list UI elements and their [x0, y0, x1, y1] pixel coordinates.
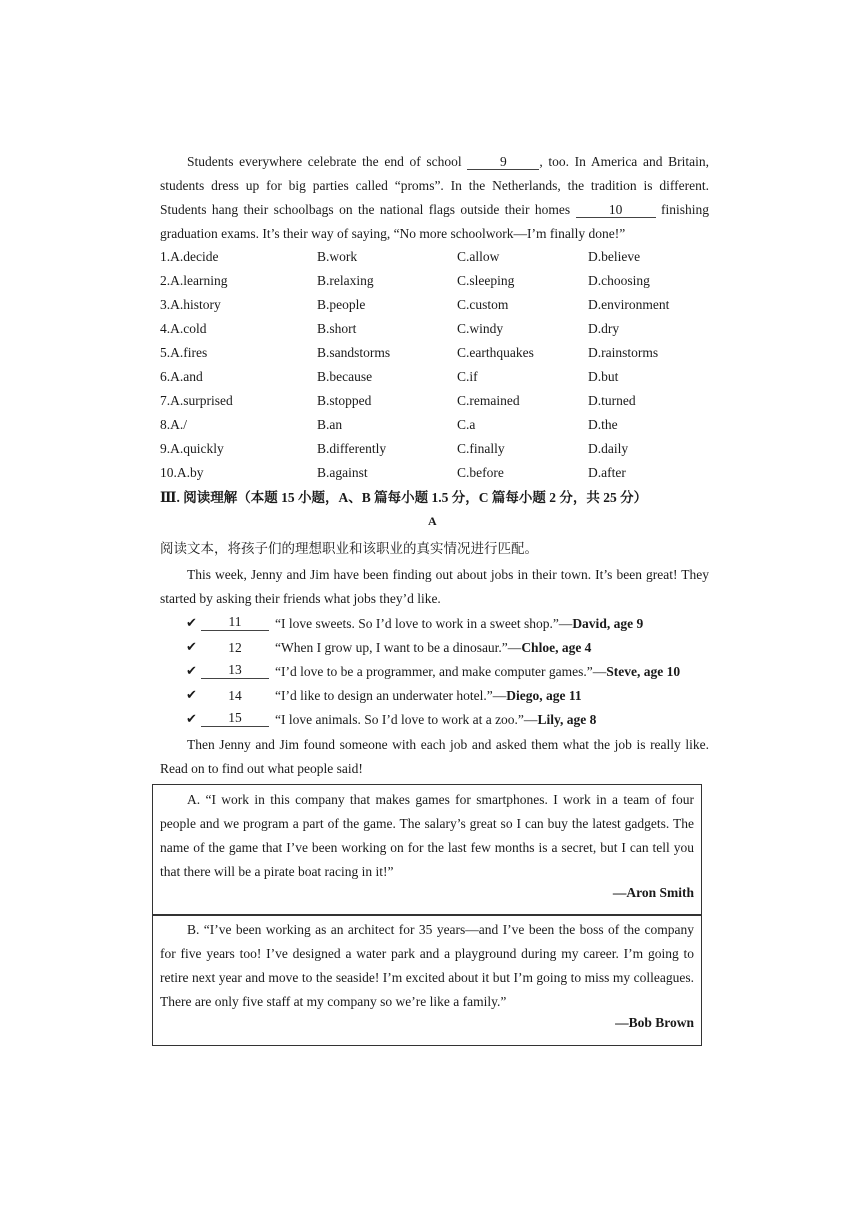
- option-row: [160, 439, 720, 459]
- option-a: 1.A.decide: [160, 249, 219, 264]
- option-d: D.turned: [588, 393, 636, 408]
- answer-blank: 15: [201, 710, 269, 727]
- option-b: B.an: [317, 417, 343, 432]
- option-d: D.environment: [588, 297, 670, 312]
- option-b: B.stopped: [317, 393, 372, 408]
- option-d: D.after: [588, 465, 626, 480]
- option-row: [160, 391, 720, 411]
- check-icon: ✔: [186, 616, 197, 631]
- option-a: 10.A.by: [160, 465, 204, 480]
- option-d: D.but: [588, 369, 619, 384]
- option-a: 6.A.and: [160, 369, 203, 384]
- check-icon: ✔: [186, 688, 197, 703]
- question-quote: “I love animals. So I’d love to work at a zoo.”—: [275, 712, 538, 727]
- option-d: D.believe: [588, 249, 641, 264]
- testimonial-text-b: B. “I’ve been working as an architect for 35 years—and I’ve been the boss of the company for five years too! I’ve designed a water park and a playground during my career. I’m going to retire next year and move to the seaside! I’m excited about it but I’m going to miss my colleagues. There are only five staff at my company so we’re like a family.”: [160, 922, 694, 1009]
- section-title-part: 篇每小题: [370, 490, 432, 505]
- option-c: C.before: [457, 465, 504, 480]
- option-b: B.sandstorms: [317, 345, 391, 360]
- option-row: [160, 367, 720, 387]
- option-c: C.remained: [457, 393, 520, 408]
- testimonial-box-b: [152, 914, 702, 1046]
- option-row: [160, 247, 720, 267]
- section-title-part: 分）: [616, 490, 648, 505]
- section-heading: [160, 488, 647, 508]
- option-a: 7.A.surprised: [160, 393, 233, 408]
- testimonial-text-a: A. “I work in this company that makes games for smartphones. I work in a team of four people and we program a part of the game. The salary’s great so I can buy the latest gadgets. The name of the game that I’ve been working on for the last few months is a secret, but I can tell you that there will be a pirate boat racing in it!”: [160, 792, 694, 879]
- section-score-c: 2: [549, 490, 556, 505]
- check-icon: ✔: [186, 664, 197, 679]
- check-icon: ✔: [186, 640, 197, 655]
- option-b: B.work: [317, 249, 358, 264]
- question-quote: “I love sweets. So I’d love to work in a sweet shop.”—: [275, 616, 573, 631]
- option-d: D.daily: [588, 441, 629, 456]
- section-score-ab: 1.5: [431, 490, 449, 505]
- option-b: B.short: [317, 321, 357, 336]
- question-speaker: Diego, age 11: [506, 688, 582, 703]
- answer-blank: 11: [201, 614, 269, 631]
- option-b: B.because: [317, 369, 373, 384]
- answer-blank: 12: [228, 640, 242, 655]
- question-speaker: Chloe, age 4: [521, 640, 592, 655]
- option-c: C.windy: [457, 321, 504, 336]
- section-title-part: 分，: [448, 490, 479, 505]
- testimonial-box-a: [152, 784, 702, 916]
- passage-text-3: finishing graduation exams. It’s their way of saying, “No more schoolwork—I’m finally done!”: [160, 202, 710, 241]
- passage-text-2: , too. In America and Britain, students dress up for big parties called “proms”. In the Netherlands, the tradition is different. Students hang their schoolbags on the national flags outside their homes: [160, 154, 709, 217]
- option-c: C.finally: [457, 441, 505, 456]
- option-b: B.against: [317, 465, 368, 480]
- section-total: 25: [603, 490, 617, 505]
- answer-blank: 14: [228, 688, 242, 703]
- option-c: C.sleeping: [457, 273, 515, 288]
- option-row: [160, 295, 720, 315]
- option-d: D.dry: [588, 321, 620, 336]
- blank-10: 10: [576, 202, 656, 218]
- passage-paragraph: [160, 150, 709, 246]
- intro-paragraph: [160, 563, 709, 611]
- intro-text: This week, Jenny and Jim have been finding out about jobs in their town. It’s been great! They started by asking their friends what jobs they’d like.: [160, 567, 709, 606]
- section-part-c: C: [478, 490, 489, 505]
- option-row: [160, 343, 720, 363]
- option-a: 3.A.history: [160, 297, 221, 312]
- option-b: B.relaxing: [317, 273, 374, 288]
- section-title-part: 小题，: [294, 490, 339, 505]
- instruction-text: 阅读文本，将孩子们的理想职业和该职业的真实情况进行匹配。: [160, 541, 538, 556]
- question-quote: “I’d like to design an underwater hotel.”—: [275, 688, 507, 703]
- answer-blank: 13: [201, 662, 269, 679]
- option-c: C.allow: [457, 249, 500, 264]
- question-speaker: David, age 9: [572, 616, 644, 631]
- option-d: D.rainstorms: [588, 345, 659, 360]
- option-c: C.earthquakes: [457, 345, 534, 360]
- option-c: C.custom: [457, 297, 509, 312]
- question-quote: “When I grow up, I want to be a dinosaur.”—: [275, 640, 522, 655]
- option-a: 8.A./: [160, 417, 187, 432]
- question-speaker: Steve, age 10: [606, 664, 681, 679]
- testimonial-signature-a: —Aron Smith: [612, 885, 694, 900]
- testimonial-signature-b: —Bob Brown: [615, 1015, 694, 1030]
- then-paragraph: [160, 733, 709, 781]
- option-d: D.choosing: [588, 273, 650, 288]
- then-text: Then Jenny and Jim found someone with each job and asked them what the job is really like. Read on to find out what people said!: [160, 737, 709, 776]
- question-speaker: Lily, age 8: [537, 712, 597, 727]
- option-a: 9.A.quickly: [160, 441, 224, 456]
- option-row: [160, 415, 720, 435]
- option-a: 5.A.fires: [160, 345, 208, 360]
- option-row: [160, 271, 720, 291]
- option-row: [160, 319, 720, 339]
- option-b: B.people: [317, 297, 366, 312]
- blank-9: 9: [467, 154, 539, 170]
- section-title-part: Ⅲ. 阅读理解（本题: [160, 490, 282, 505]
- check-icon: ✔: [186, 712, 197, 727]
- passage-text-1: Students everywhere celebrate the end of school: [187, 154, 462, 169]
- section-count: 15: [281, 490, 295, 505]
- option-a: 2.A.learning: [160, 273, 228, 288]
- option-d: D.the: [588, 417, 618, 432]
- part-a-label: A: [428, 514, 437, 528]
- section-title-part: 篇每小题: [488, 490, 550, 505]
- section-title-part: 分，共: [555, 490, 604, 505]
- option-row: [160, 463, 720, 483]
- option-c: C.if: [457, 369, 478, 384]
- question-quote: “I’d love to be a programmer, and make computer games.”—: [275, 664, 607, 679]
- option-c: C.a: [457, 417, 476, 432]
- option-a: 4.A.cold: [160, 321, 207, 336]
- option-b: B.differently: [317, 441, 387, 456]
- section-parts-ab: A、B: [338, 490, 371, 505]
